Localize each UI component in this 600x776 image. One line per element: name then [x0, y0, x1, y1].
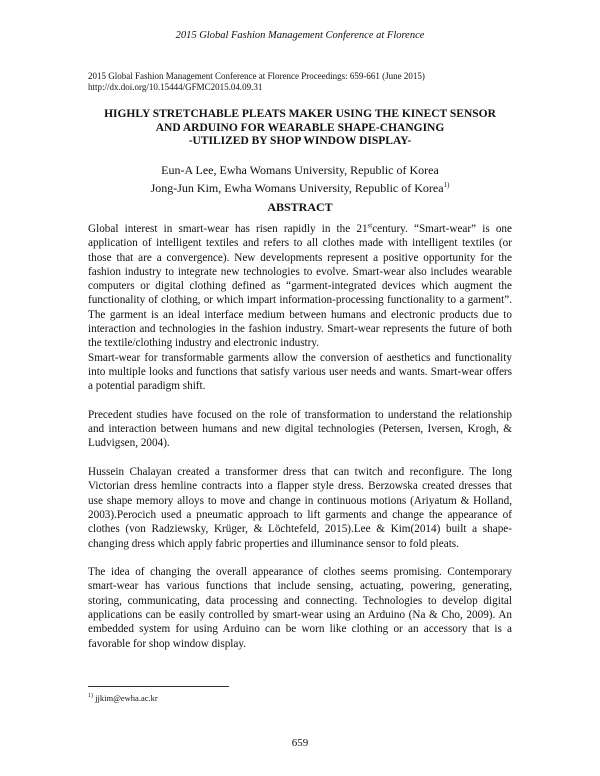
doi-link[interactable]: http://dx.doi.org/10.15444/GFMC2015.04.09.31	[88, 82, 263, 92]
paragraph-5: The idea of changing the overall appearance of clothes seems promising. Contemporary smart-wear has various functions that include sensing, actuating, powering, generating, storing, communicating, data processing and connecting. Technologies to develop digital applications can be easily controlled by smart-wear using an Arduino (Na & Cho, 2009). An embedded system for using Arduino can be worn like clothing or an accessory that is a favorable for shop window display.	[88, 566, 512, 650]
paragraph-2: Smart-wear for transformable garments allow the conversion of aesthetics and functionality into multiple looks and functions that satisfy various user needs and wants. Smart-wear offers a potential paradigm shift.	[88, 351, 512, 393]
footnote	[88, 693, 158, 703]
footnote-email: jjkim@ewha.ac.kr	[93, 693, 158, 703]
abstract-heading: ABSTRACT	[267, 200, 333, 214]
title-line-2: AND ARDUINO FOR WEARABLE SHAPE-CHANGING	[155, 121, 445, 134]
title-line-3: -UTILIZED BY SHOP WINDOW DISPLAY-	[188, 135, 412, 147]
author-2	[60, 178, 540, 196]
paper-title	[60, 108, 540, 149]
author-block	[60, 163, 540, 196]
paragraph-1	[88, 222, 512, 351]
footnote-divider	[88, 686, 229, 687]
paragraph-1-start: Global interest in smart-wear has risen rapidly in the 21	[88, 223, 368, 235]
paragraph-3: Precedent studies have focused on the role of transformation to understand the relationship and interaction between humans and new digital technologies (Petersen, Iversen, Krogh, & Ludvigsen, 2004).	[88, 408, 512, 450]
paragraph-1-rest: century. “Smart-wear” is one application of intelligent textiles and refers to all clothes made with intelligent textiles (or those that are a convergence). New developments represent a positive opportunity for the fashion industry to integrate new technologies to evolve. Smart-wear also includes wearable computers or digital clothing defined as “garment-integrated devices which augment the functionality of clothing, or which impart information-processing functionality to a garment”. The garment is an ideal interface medium between humans and electronic products due to interaction and technologies in the fashion industry. Smart-wear represents the future of both the textile/clothing industry and electronic industry.	[88, 223, 512, 350]
footnote-mark: 1)	[88, 693, 93, 700]
running-header: 2015 Global Fashion Management Conference at Florence	[175, 30, 425, 41]
page-number: 659	[291, 737, 309, 749]
paragraph-4: Hussein Chalayan created a transformer dress that can twitch and reconfigure. The long Victorian dress hemline contracts into a flapper style dress. Berzowska created dresses that use shape memory alloys to move and change in continuous motions (Ariyatum & Holland, 2003).Perocich used a pneumatic approach to lift garments and change the appearance of clothes (von Radziewsky, Krüger, & Löchtefeld, 2015).Lee & Kim(2014) built a shape-changing dress which apply fabric properties and illuminance sensor to fold pleats.	[88, 466, 512, 550]
proceedings-line: 2015 Global Fashion Management Conference at Florence Proceedings: 659-661 (June 2015)	[88, 71, 425, 81]
ordinal-suffix: st	[367, 221, 373, 230]
author-1: Eun-A Lee, Ewha Womans University, Republic of Korea	[161, 163, 439, 177]
citation-block	[88, 71, 518, 93]
author-2-text: Jong-Jun Kim, Ewha Womans University, Republic of Korea	[150, 181, 444, 195]
abstract-body	[88, 222, 512, 651]
title-line-1: HIGHLY STRETCHABLE PLEATS MAKER USING THE KINECT SENSOR	[104, 108, 496, 120]
footnote-marker: 1)	[443, 181, 450, 189]
